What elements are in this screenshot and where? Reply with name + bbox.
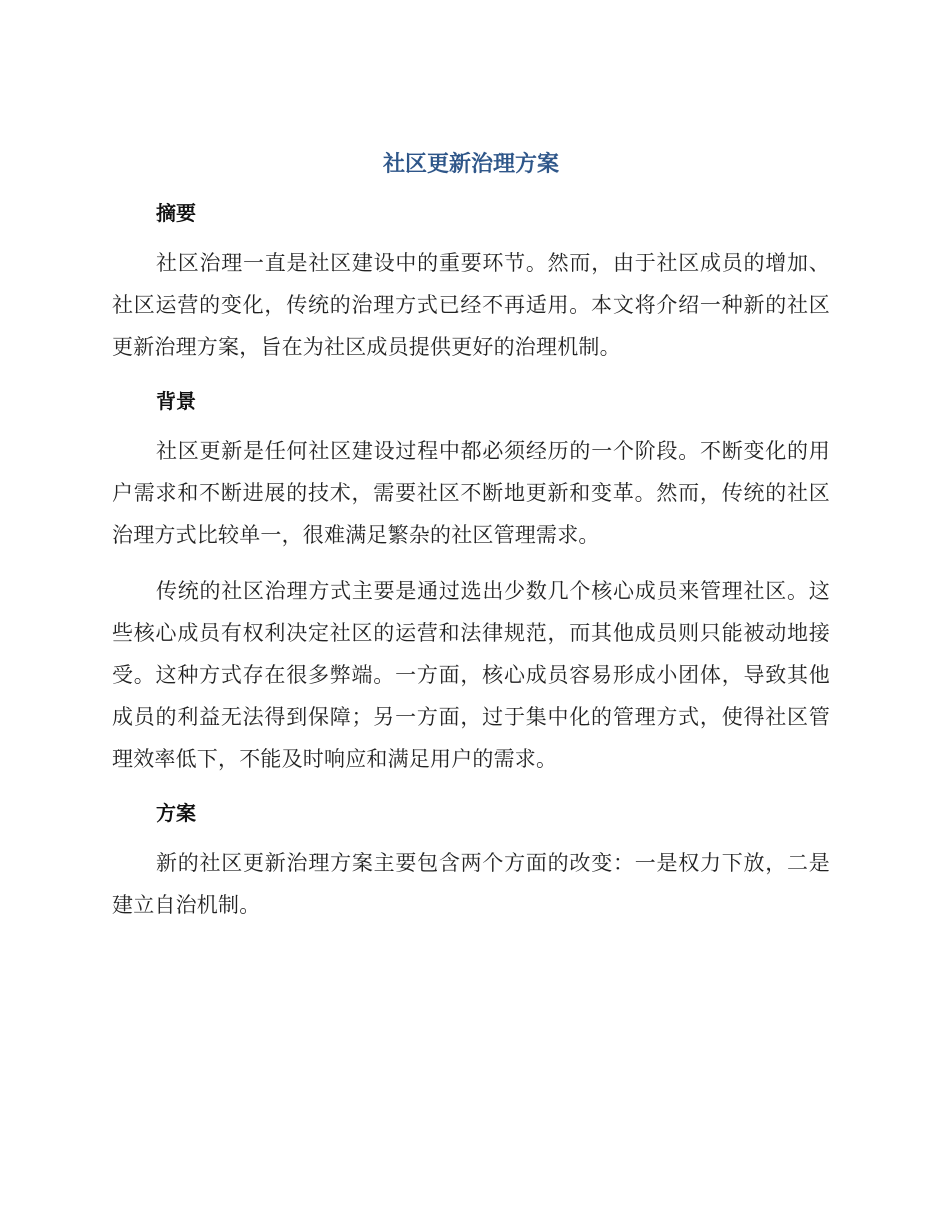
background-paragraph-1: 社区更新是任何社区建设过程中都必须经历的一个阶段。不断变化的用户需求和不断进展的技术，需要社区不断地更新和变革。然而，传统的社区治理方式比较单一，很难满足繁杂的社区管理需求。 (112, 439, 830, 547)
section-heading-background: 背景 (156, 389, 196, 413)
spacer (112, 556, 830, 570)
section-heading-abstract: 摘要 (156, 201, 196, 225)
spacer (112, 422, 830, 430)
spacer (112, 780, 830, 792)
background-paragraph-2: 传统的社区治理方式主要是通过选出少数几个核心成员来管理社区。这些核心成员有权利决定社区的运营和法律规范，而其他成员则只能被动地接受。这种方式存在很多弊端。一方面，核心成员容易形成小团体，导致其他成员的利益无法得到保障；另一方面，过于集中化的管理方式，使得社区管理效率低下，不能及时响应和满足用户的需求。 (112, 579, 830, 771)
document-content (112, 146, 830, 926)
document-title: 社区更新治理方案 (382, 152, 559, 177)
spacer (112, 234, 830, 242)
section-heading-plan: 方案 (156, 801, 196, 825)
spacer (112, 368, 830, 380)
spacer (112, 184, 830, 192)
abstract-paragraph: 社区治理一直是社区建设中的重要环节。然而，由于社区成员的增加、社区运营的变化，传统的治理方式已经不再适用。本文将介绍一种新的社区更新治理方案，旨在为社区成员提供更好的治理机制。 (112, 251, 830, 359)
spacer (112, 834, 830, 842)
plan-paragraph: 新的社区更新治理方案主要包含两个方面的改变：一是权力下放，二是建立自治机制。 (112, 851, 830, 917)
